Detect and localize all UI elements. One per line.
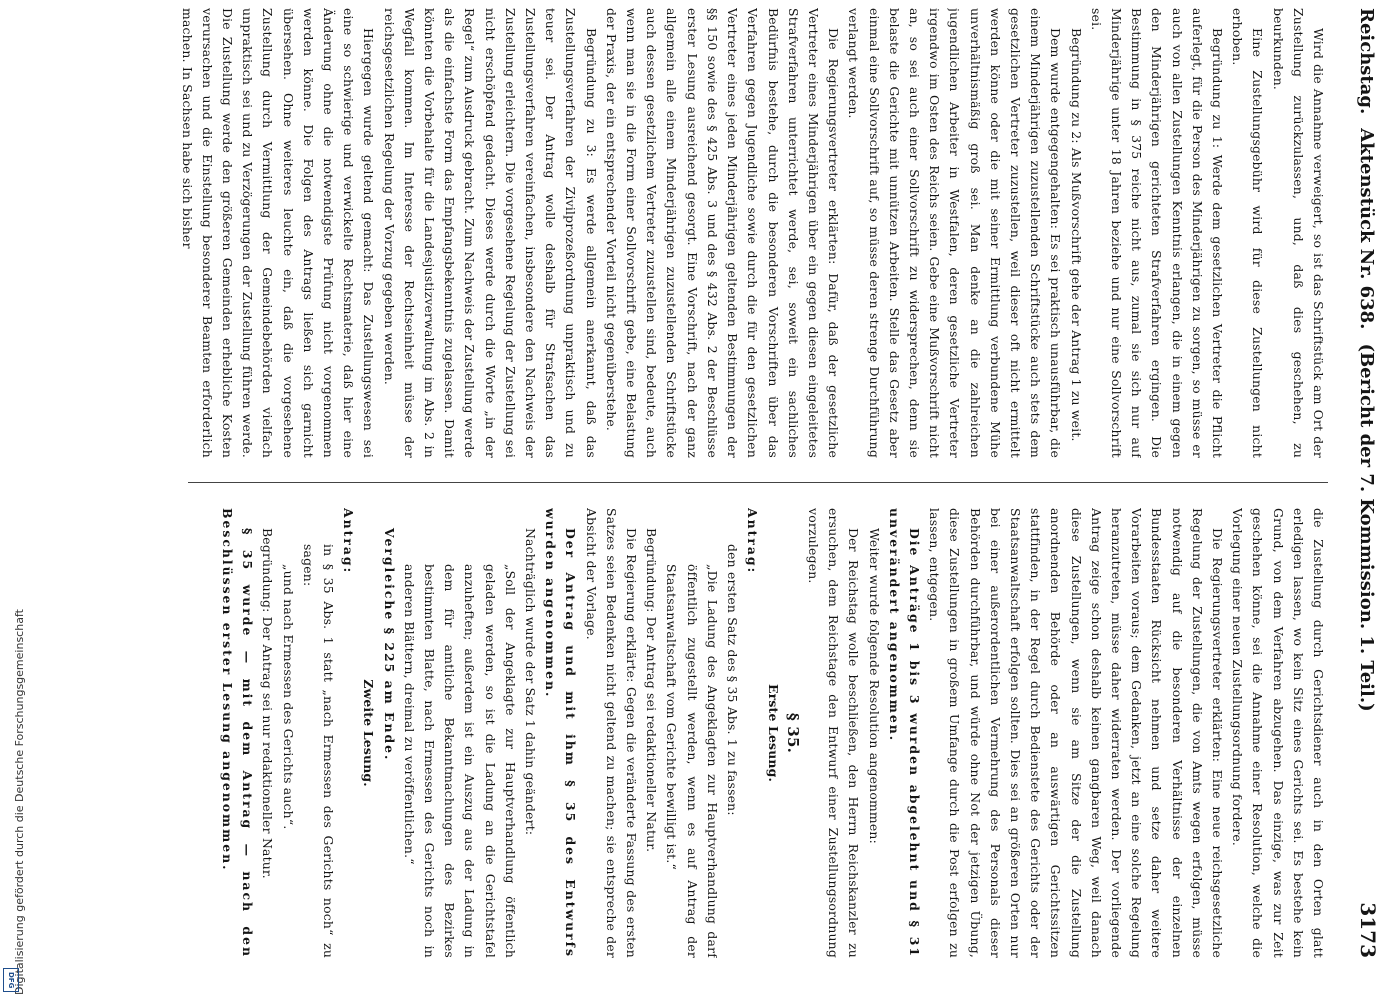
motion-label: Antrag: xyxy=(341,508,357,575)
quoted-text: „Die Ladung des Angeklagten zur Hauptverhandlung darf öffentlich zugestellt werden, wenn es auf Antrag der Staatsanwaltschaft vom Gerichte bewilligt ist.“ xyxy=(664,564,720,958)
decision: § 35 wurde — mit dem Antrag — nach den Beschlüssen erster Lesung angenommen. xyxy=(220,508,256,958)
cross-reference: Vergleiche § 225 am Ende. xyxy=(381,528,397,762)
reading-heading: Zweite Lesung. xyxy=(361,679,377,787)
header-reichstag: Reichstag. xyxy=(1356,8,1377,115)
paragraph: Begründung: Der Antrag sei nur redaktioneller Natur. xyxy=(260,528,276,879)
page-header xyxy=(1340,8,1380,958)
section-heading: § 35. xyxy=(783,712,802,754)
reading-heading: Erste Lesung. xyxy=(765,683,781,783)
paragraph: Wird die Annahme verweigert, so ist das Schriftstück am Ort der Zustellung zurückzulassen, und, daß dies geschehen, zu beurkunden. xyxy=(1270,8,1326,458)
decision: Die Anträge 1 bis 3 wurden abgelehnt und § 31 unverändert angenommen. xyxy=(886,508,922,958)
paragraph: die Zustellung durch Gerichtsdiener auch in den Orten glatt erledigen lassen, wo kein Sitz eines Gerichts sei. Es bestehe kein Grund, von dem Verfahren abzugehen. Das einzige, was zur Zeit geschehen könne, sei die Annahme einer Resolution, welche die Vorlegung einer neuen Zustellungsordnung fordere. xyxy=(1230,508,1326,958)
paragraph: Begründung: Der Antrag sei redaktioneller Natur. xyxy=(644,528,660,853)
paragraph: Die Regierungsvertreter erklärten: Eine neue reichsgesetzliche Regelung der Zustellungen, die von Amts wegen erfolgen, müsse notwendig auf die besonderen Verhältnisse der einzelnen Bundesstaaten Rücksicht nehmen und setze daher weitere Vorarbeiten voraus; dem Gedanken, jetzt an eine solche Regelung heranzutreten, müsse daher widerraten werden. Der vorliegende Antrag zeige schon deshalb keinen gangbaren Weg, weil danach diese Zustellungen, wenn sie am Sitze der die Zustellung anordnenden Behörde oder an auswärtigen Gerichtssitzen stattfinden, in der Regel durch Bedienstete des Gerichts oder der Staatsanwaltschaft erfolgen sollten. Dies sei an größeren Orten nur bei einer außerordentlichen Vermehrung des Personals dieser Behörden durchführbar, und würde ohne Not der jetzigen Übung, diese Zustellungen in großem Umfange durch die Post erfolgen zu lassen, entgegen. xyxy=(927,508,1225,958)
motion-label: Antrag: xyxy=(745,508,761,575)
quoted-text: „Soll der Angeklagte zur Hauptverhandlung öffentlich geladen werden, so ist die Ladung an die Gerichtstafel anzuheften; außerdem ist ein Auszug aus der Ladung in dem für amtliche Bekanntmachungen des Bezirkes bestimmten Blatte, nach Ermessen des Gerichts noch in anderen Blättern, dreimal zu veröffentlichen.“ xyxy=(401,564,518,958)
decision: Der Antrag und mit ihm § 35 des Entwurfs wurden angenommen. xyxy=(543,508,579,958)
column-left xyxy=(163,8,1328,458)
column-divider xyxy=(188,482,1328,483)
funding-note: Digitalisierung gefördert durch die Deutsche Forschungsgemeinschaft xyxy=(13,609,26,995)
page-number: 3173 xyxy=(1356,902,1380,958)
paragraph: Begründung zu 1: Werde dem gesetzlichen Vertreter die Pflicht auferlegt, für die Person des Minderjährigen zu sorgen, so müsse er auch von allen Zustellungen Kenntnis erlangen, die in einem gegen den Minderjährigen gerichteten Strafverfahren ergingen. Die Bestimmung in § 375 reiche nicht aus, zumal sie sich nur auf Minderjährige unter 18 Jahren beziehe und nur eine Sollvorschrift sei. xyxy=(1088,8,1225,458)
dfg-logo: DFG xyxy=(3,968,19,992)
paragraph: Dem wurde entgegengehalten: Es sei praktisch unausführbar, die einem Minderjährigen zuzustellenden Schriftstücke auch stets dem gesetzlichen Vertreter zuzustellen, weil dieser oft nicht ermittelt werden könne oder die mit seiner Ermittlung verbundene Mühe unverhältnismäßig groß sei. Man denke an die zahlreichen jugendlichen Arbeiter in Westfalen, deren gesetzliche Vertreter irgendwo im Osten des Reichs seien. Gebe eine Mußvorschrift nicht an, so sei auch einer Sollvorschrift zu widersprechen, denn sie belaste die Gerichte mit unnützen Arbeiten. Stelle das Gesetz aber einmal eine Sollvorschrift auf, so müsse deren strenge Durchführung verlangt werden. xyxy=(846,8,1064,458)
header-bericht: (Bericht der 7. Kommission. 1. Teil.) xyxy=(1356,343,1377,712)
motion-text: den ersten Satz des § 35 Abs. 1 zu fassen: xyxy=(725,544,741,816)
paragraph: Begründung zu 2: Als Mußvorschrift gehe der Antrag 1 zu weit. xyxy=(1068,28,1084,442)
header-title-group xyxy=(1356,8,1377,712)
paragraph: Begründung zu 3: Es werde allgemein anerkannt, daß das Zustellungsverfahren der Zivilprozeßordnung unpraktisch und zu teuer sei. Der Antrag wolle deshalb für Strafsachen das Zustellungsverfahren vereinfachen, insbesondere den Nachweis der Zustellung erleichtern. Die vorgesehene Regelung der Zustellung sei nicht erschöpfend gedacht. Dieses werde durch die Worte „in der Regel“ zum Ausdruck gebracht. Zum Nachweis der Zustellung werde als die einfachste Form das Empfangsbekenntnis zugelassen. Damit könnten die Vorbehalte für die Landesjustizverwaltung im Abs. 2 in Wegfall kommen. Im Interesse der Rechtseinheit müsse der reichsgesetzlichen Regelung der Vorzug gegeben werden. xyxy=(381,8,599,458)
paragraph: Die Regierungsvertreter erklärten: Dafür, daß der gesetzliche Vertreter eines Minderjährigen über ein gegen diesen eingeleitetes Strafverfahren unterrichtet werde, sei, soweit ein sachliches Bedürfnis bestehe, durch die besonderen Vorschriften über das Verfahren gegen Jugendliche sowie durch die für den gesetzlichen Vertreter eines jeden Minderjährigen geltenden Bestimmungen der §§ 150 sowie des § 425 Abs. 3 und des § 432 Abs. 2 der Beschlüsse erster Lesung ausreichend gesorgt. Eine Vorschrift, nach der ganz allgemein alle einem Minderjährigen zuzustellenden Schriftstücke auch dessen gesetzlichem Vertreter zuzustellen sind, bedeute, auch wenn man sie in die Form einer Sollvorschrift gebe, eine Belastung der Praxis, der ein entsprechender Vorteil nicht gegenüberstehe. xyxy=(603,8,842,458)
digitization-sidebar xyxy=(0,0,26,1000)
quoted-text: „und nach Ermessen des Gerichts auch“. xyxy=(280,564,296,830)
motion-text: in § 35 Abs. 1 statt „nach Ermessen des Gerichts noch“ zu sagen: xyxy=(300,544,337,958)
paragraph: Eine Zustellungsgebühr wird für diese Zustellungen nicht erhoben. xyxy=(1230,8,1266,458)
paragraph: Die Regierung erklärte: Gegen die veränderte Fassung des ersten Satzes seien Bedenken nicht geltend zu machen; sie entspreche der Absicht der Vorlage. xyxy=(583,508,640,958)
header-aktenstueck: Aktenstück Nr. 638. xyxy=(1356,128,1377,330)
paragraph: Nachträglich wurde der Satz 1 dahin geändert: xyxy=(523,528,539,836)
paragraph: Hiergegen wurde geltend gemacht: Das Zustellungswesen sei eine so schwierige und verwickelte Rechtsmaterie, daß hier eine Änderung ohne die notwendigste Prüfung nicht vorgenommen werden könne. Die Folgen des Antrags ließen sich garnicht übersehen. Ohne weiteres leuchte ein, daß die vorgesehene Zustellung durch Vermittlung der Gemeindebehörden vielfach unpraktisch sei und zu Verzögerungen der Zustellung führen werde. Die Zustellung werde den größeren Gemeinden erhebliche Kosten verursachen und die Einstellung besonderer Beamten erforderlich machen. In Sachsen habe sich bisher xyxy=(179,8,377,458)
scanned-page xyxy=(80,8,1380,958)
rotated-page-content xyxy=(150,8,1380,958)
resolution-text: Der Reichstag wolle beschließen, den Herrn Reichskanzler zu ersuchen, dem Reichstage den Entwurf einer Zustellungsordnung vorzulegen. xyxy=(805,508,862,958)
paragraph: Weiter wurde folgende Resolution angenommen: xyxy=(866,528,882,844)
column-right xyxy=(163,508,1328,958)
